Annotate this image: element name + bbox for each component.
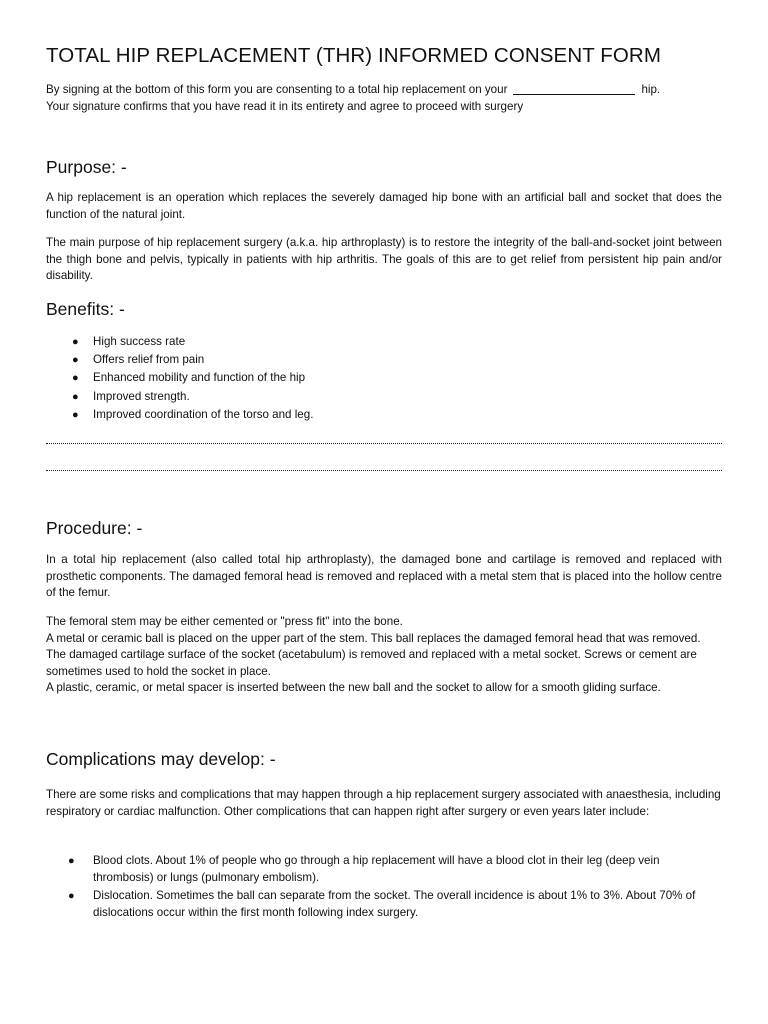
- purpose-paragraph-2: The main purpose of hip replacement surgery (a.k.a. hip arthroplasty) is to restore the integrity of the ball-and-socket joint between the thigh bone and pelvis, typically in patients with hip arthritis. The goals of this are to get relief from persistent hip pain and/or disability.: [46, 236, 722, 282]
- bullet-icon: ●: [68, 855, 75, 867]
- benefits-list: [46, 333, 313, 424]
- intro-line-1-end: hip.: [641, 83, 661, 96]
- bullet-icon: ●: [72, 390, 79, 403]
- complications-heading: Complications may develop: -: [46, 749, 276, 769]
- form-title: TOTAL HIP REPLACEMENT (THR) INFORMED CONSENT FORM: [46, 44, 662, 67]
- list-item: [46, 351, 313, 369]
- intro-line-1: [46, 82, 722, 99]
- procedure-line-3: The damaged cartilage surface of the socket (acetabulum) is removed and replaced with a metal socket. Screws or cement are sometimes used to hold the socket in place.: [46, 648, 697, 678]
- intro-line-2: Your signature confirms that you have read it in its entirety and agree to proceed with surgery: [46, 99, 524, 113]
- purpose-heading: Purpose: -: [46, 157, 127, 177]
- intro-line-1-start: By signing at the bottom of this form you are consenting to a total hip replacement on your: [46, 83, 508, 96]
- dotted-fill-line-1[interactable]: [46, 443, 722, 446]
- complication-text: Blood clots. About 1% of people who go through a hip replacement will have a blood clot in their leg (deep vein thrombosis) or lungs (pulmonary embolism).: [93, 854, 660, 884]
- list-item: [46, 388, 313, 406]
- bullet-icon: ●: [72, 354, 79, 367]
- list-item: [46, 333, 313, 351]
- complications-paragraph: There are some risks and complications that may happen through a hip replacement surgery associated with anaesthesia, including respiratory or cardiac malfunction. Other complications that can happen right after surgery or even years later include:: [46, 788, 721, 818]
- list-item: [46, 406, 313, 424]
- benefit-text: High success rate: [93, 335, 186, 348]
- list-item: [46, 888, 722, 921]
- purpose-paragraph-1: A hip replacement is an operation which replaces the severely damaged hip bone with an artificial ball and socket that does the function of the natural joint.: [46, 191, 722, 221]
- procedure-heading: Procedure: -: [46, 518, 143, 538]
- benefit-text: Enhanced mobility and function of the hip: [93, 371, 306, 385]
- dotted-fill-line-2[interactable]: [46, 470, 722, 473]
- hip-side-blank[interactable]: [513, 82, 635, 95]
- list-item: [46, 369, 313, 387]
- bullet-icon: ●: [72, 408, 79, 421]
- procedure-line-1: The femoral stem may be either cemented or "press fit" into the bone.: [46, 615, 403, 628]
- procedure-line-4: A plastic, ceramic, or metal spacer is inserted between the new ball and the socket to allow for a smooth gliding surface.: [46, 681, 661, 694]
- benefits-heading: Benefits: -: [46, 299, 125, 319]
- benefit-text: Improved coordination of the torso and leg.: [93, 407, 314, 421]
- benefit-text: Improved strength.: [93, 389, 190, 403]
- benefit-text: Offers relief from pain: [93, 353, 205, 367]
- intro-text: [46, 82, 722, 115]
- bullet-icon: ●: [68, 890, 75, 902]
- procedure-line-2: A metal or ceramic ball is placed on the upper part of the stem. This ball replaces the damaged femoral head that was removed.: [46, 631, 701, 645]
- complication-text: Dislocation. Sometimes the ball can separate from the socket. The overall incidence is about 1% to 3%. About 70% of dislocations occur within the first month following index surgery.: [93, 889, 696, 919]
- procedure-details: [46, 614, 722, 697]
- procedure-paragraph: In a total hip replacement (also called total hip arthroplasty), the damaged bone and cartilage is removed and replaced with prosthetic components. The damaged femoral head is removed and replaced with a metal stem that is placed into the hollow centre of the femur.: [46, 553, 722, 599]
- bullet-icon: ●: [72, 372, 79, 385]
- list-item: [46, 853, 722, 886]
- complications-list: [46, 853, 722, 923]
- bullet-icon: ●: [72, 336, 79, 348]
